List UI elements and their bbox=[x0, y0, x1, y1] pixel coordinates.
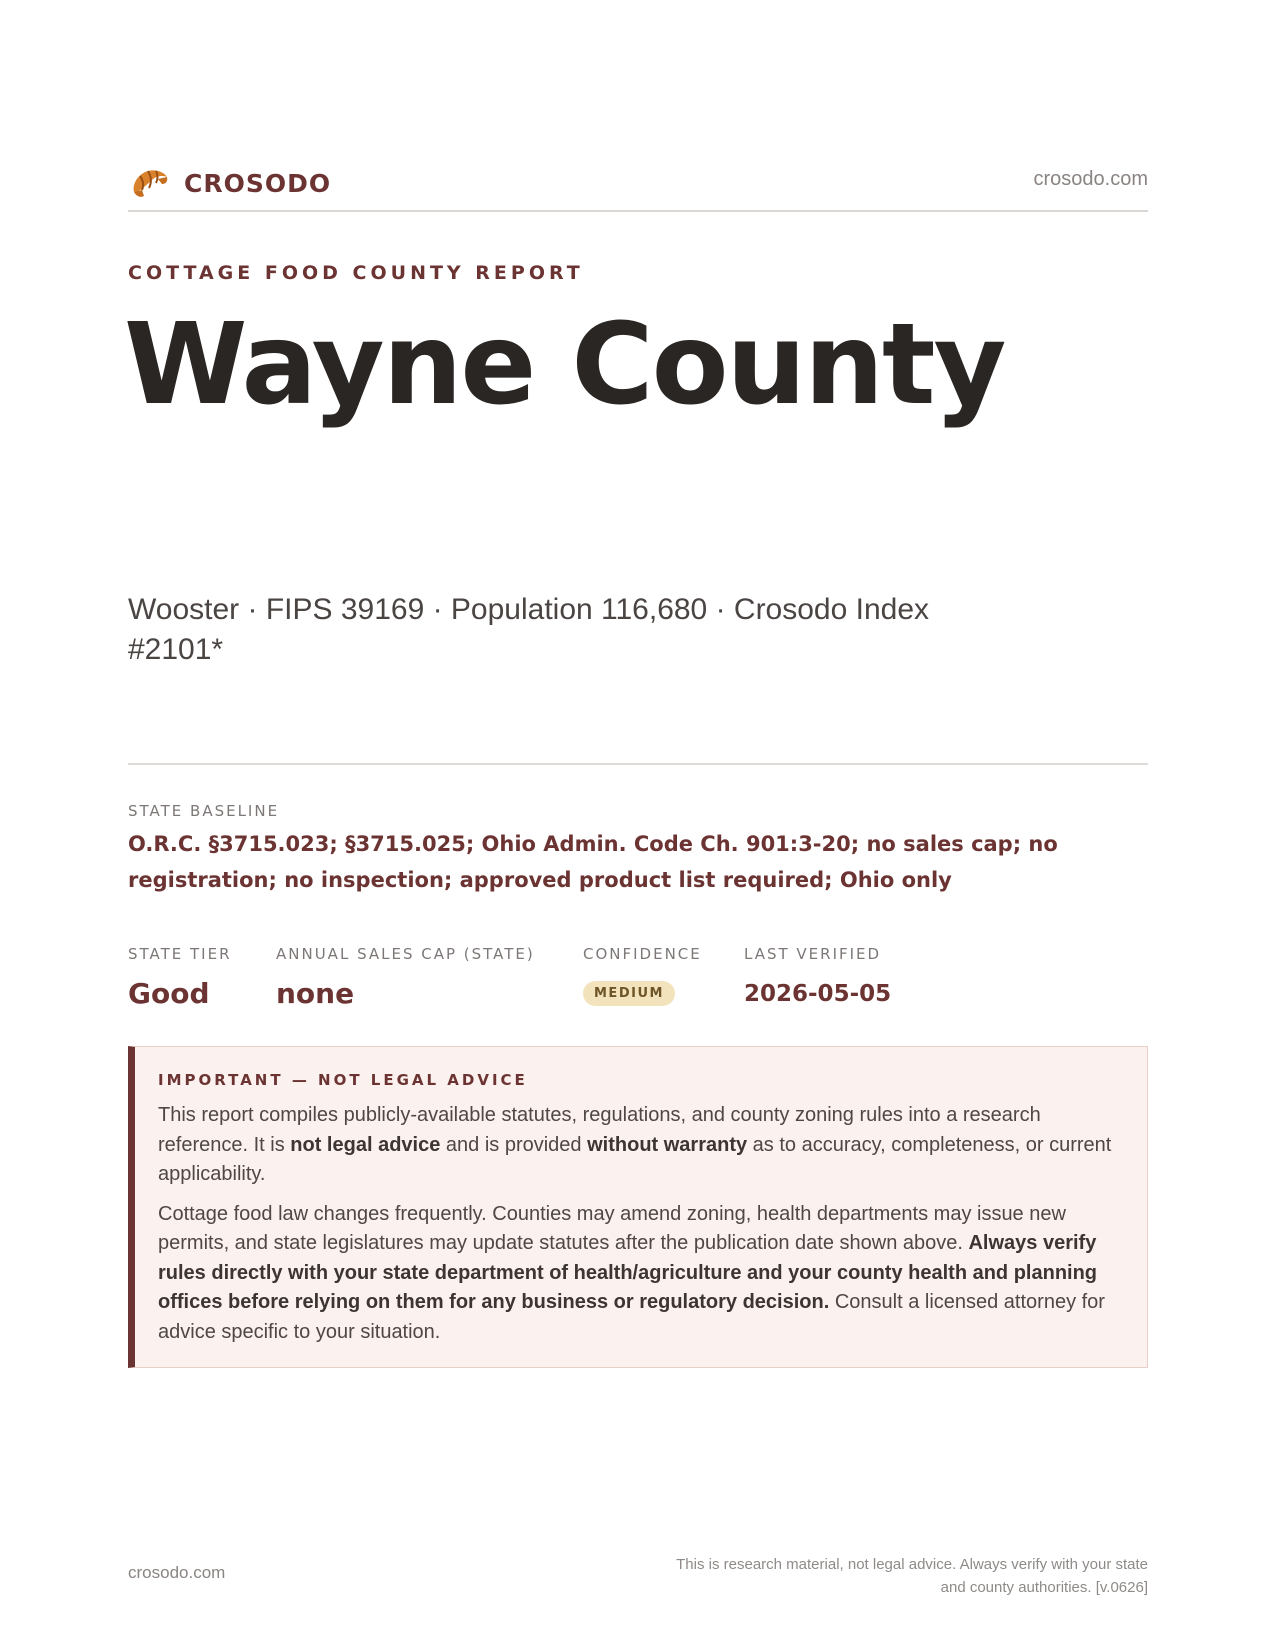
page-title: Wayne County bbox=[124, 300, 1005, 430]
stat-confidence bbox=[583, 945, 702, 1006]
stat-label: ANNUAL SALES CAP (STATE) bbox=[276, 945, 535, 963]
stat-value: Good bbox=[128, 977, 210, 1010]
footer-site-url[interactable]: crosodo.com bbox=[128, 1563, 226, 1582]
report-page bbox=[124, 0, 1148, 1650]
notice-paragraph: This report compiles publicly-available statutes, regulations, and county zoning rules into a research reference. It is not legal advice and is provided without warranty as to accuracy, completeness, or current applicability. bbox=[158, 1104, 1112, 1185]
stat-value: none bbox=[276, 977, 355, 1010]
county-subtitle: Wooster · FIPS 39169 · Population 116,680 · Crosodo Index #2101* bbox=[128, 593, 930, 666]
notice-title: IMPORTANT — NOT LEGAL ADVICE bbox=[158, 1071, 528, 1089]
baseline-text: O.R.C. §3715.023; §3715.025; Ohio Admin. Code Ch. 901:3-20; no sales cap; no registration; no inspection; approved product list required; Ohio only bbox=[128, 832, 1058, 892]
page-header bbox=[128, 158, 1148, 212]
stat-label: CONFIDENCE bbox=[583, 945, 702, 963]
footer-disclaimer: This is research material, not legal advice. Always verify with your state and county authorities. [v.0626] bbox=[676, 1556, 1148, 1596]
stat-sales-cap bbox=[276, 945, 535, 1010]
stat-label: STATE TIER bbox=[128, 945, 232, 963]
report-type: COTTAGE FOOD COUNTY REPORT bbox=[128, 262, 584, 284]
stat-state-tier bbox=[128, 945, 232, 1010]
stat-value: 2026-05-05 bbox=[744, 981, 892, 1007]
notice-paragraph: Cottage food law changes frequently. Counties may amend zoning, health departments may issue new permits, and state legislatures may update statutes after the publication date shown above. Always verify rules directly with your state department of health/agriculture and your county health and planning offices before relying on them for any business or regulatory decision. Consult a licensed attorney for advice specific to your situation. bbox=[158, 1202, 1105, 1343]
stat-last-verified bbox=[744, 945, 891, 1007]
site-url[interactable]: crosodo.com bbox=[1033, 168, 1148, 190]
stat-label: LAST VERIFIED bbox=[744, 945, 882, 963]
baseline-label: STATE BASELINE bbox=[128, 802, 280, 820]
brand-name: CROSODO bbox=[184, 168, 332, 198]
croissant-icon bbox=[128, 162, 170, 204]
section-divider bbox=[128, 763, 1148, 765]
confidence-badge: MEDIUM bbox=[583, 981, 675, 1006]
brand[interactable] bbox=[128, 162, 331, 204]
legal-notice bbox=[128, 1046, 1148, 1368]
